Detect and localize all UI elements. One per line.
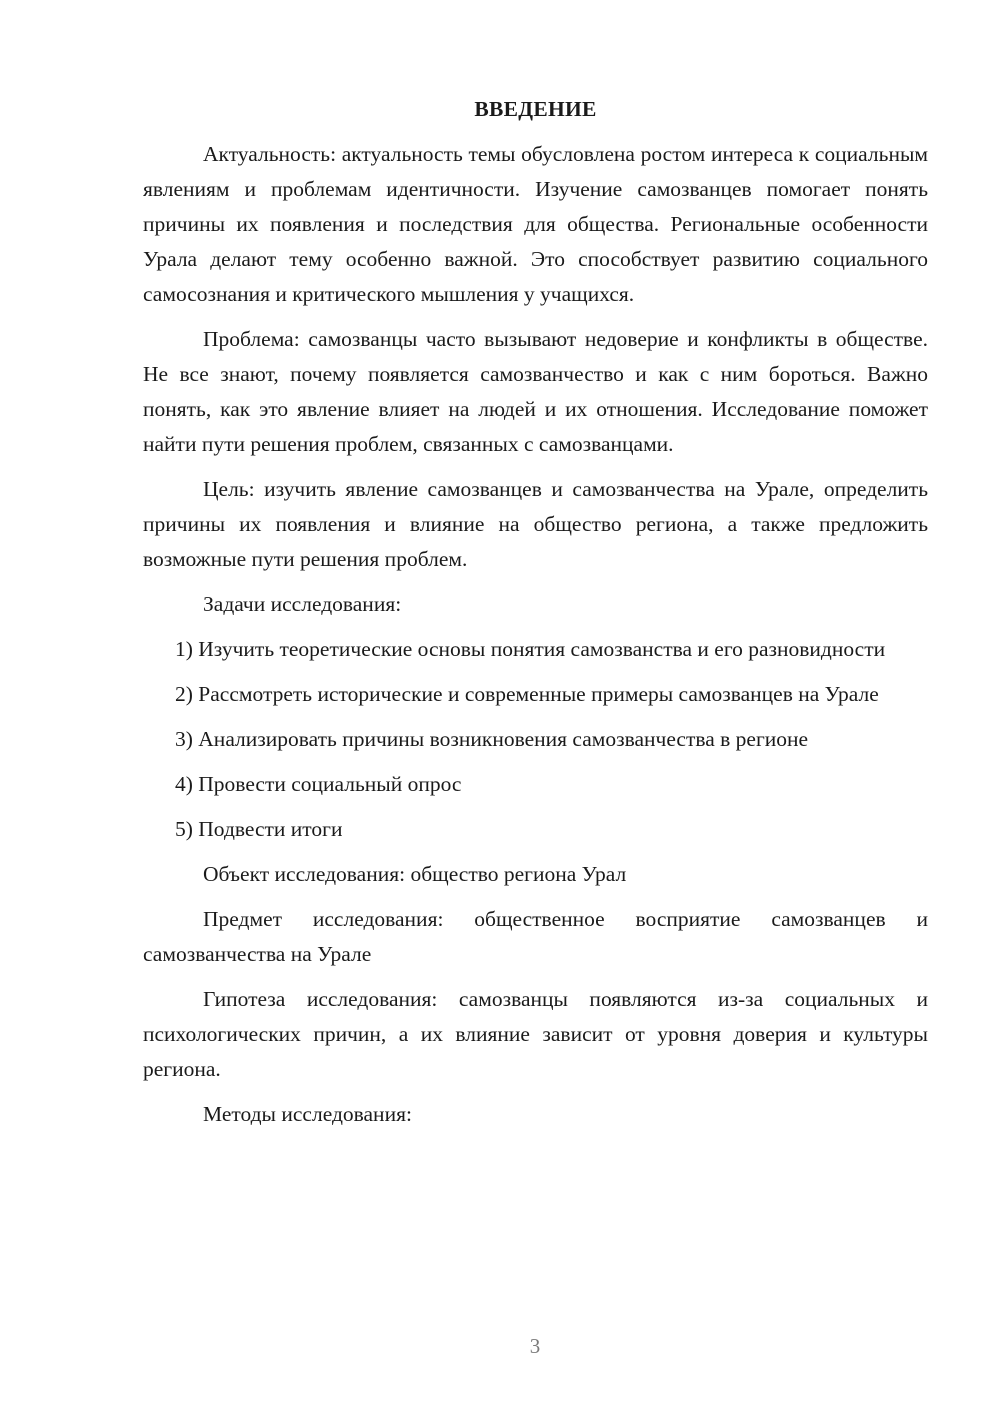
paragraph-goal: Цель: изучить явление самозванцев и самозванчества на Урале, определить причины их появления и влияние на общество региона, а также предложить возможные пути решения проблем. [143, 477, 928, 571]
paragraph-relevance: Актуальность: актуальность темы обусловлена ростом интереса к социальным явлениям и проблемам идентичности. Изучение самозванцев помогает понять причины их появления и последствия для общества. Региональные особенности Урала делают тему особенно важной. Это способствует развитию социального самосознания и критического мышления у учащихся. [143, 142, 928, 306]
task-item-1: 1) Изучить теоретические основы понятия самозванства и его разновидности [175, 637, 886, 661]
paragraph-subject: Предмет исследования: общественное восприятие самозванцев и самозванчества на Урале [143, 907, 928, 966]
page-title: ВВЕДЕНИЕ [474, 97, 597, 121]
document-page [143, 92, 928, 1142]
task-item-2: 2) Рассмотреть исторические и современные примеры самозванцев на Урале [175, 682, 879, 706]
paragraph-hypothesis: Гипотеза исследования: самозванцы появляются из-за социальных и психологических причин, а их влияние зависит от уровня доверия и культуры региона. [143, 987, 928, 1081]
paragraph-tasks-heading: Задачи исследования: [203, 592, 402, 616]
task-item-4: 4) Провести социальный опрос [175, 772, 462, 796]
paragraph-object: Объект исследования: общество региона Урал [203, 862, 627, 886]
task-item-3: 3) Анализировать причины возникновения самозванчества в регионе [175, 727, 809, 751]
paragraph-problem: Проблема: самозванцы часто вызывают недоверие и конфликты в обществе. Не все знают, почему появляется самозванчество и как с ним бороться. Важно понять, как это явление влияет на людей и их отношения. Исследование поможет найти пути решения проблем, связанных с самозванцами. [143, 327, 928, 456]
task-item-5: 5) Подвести итоги [175, 817, 343, 841]
page-number: 3 [529, 1334, 541, 1358]
paragraph-methods: Методы исследования: [203, 1102, 412, 1126]
